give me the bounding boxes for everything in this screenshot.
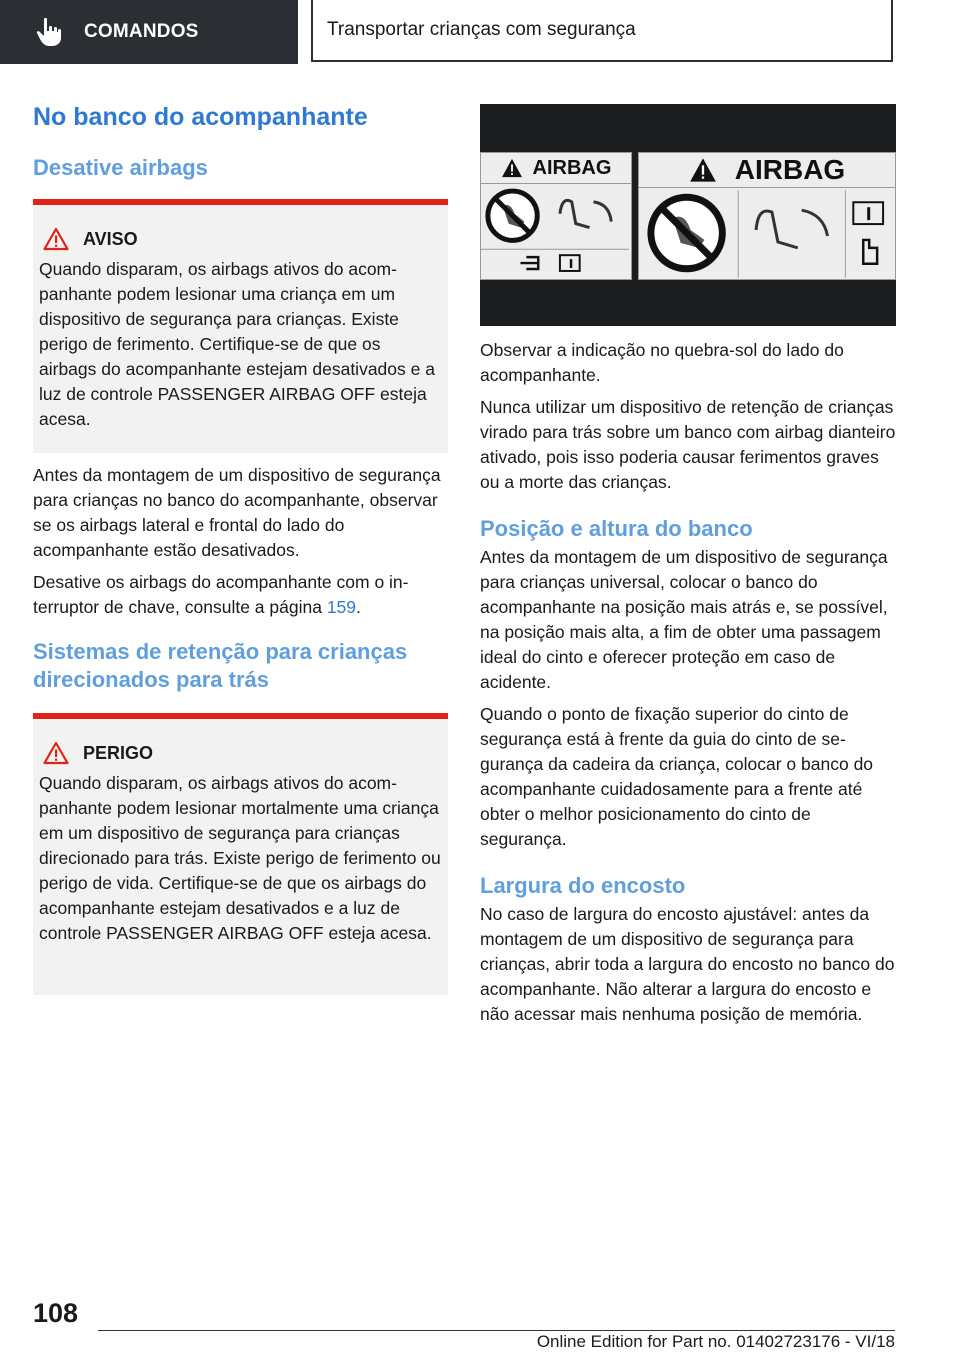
airbag-label-photo: [480, 104, 896, 326]
subheading-seat-position: Posição e altura do banco: [480, 516, 753, 541]
left-column: [33, 100, 448, 995]
page-number: 108: [33, 1298, 79, 1328]
warning-triangle-icon: [501, 158, 523, 178]
footer-divider: [98, 1330, 895, 1331]
airbag-label-text: AIRBAG: [532, 156, 612, 179]
airbag-label-text: AIRBAG: [734, 154, 846, 185]
paragraph: Observar a indicação no quebra-sol do lado do acompanhante.: [480, 340, 844, 385]
paragraph: Nunca utilizar um dispositivo de retenção de crianças virado para trás sobre um banco com airbag dianteiro ativado, pois isso poderia causar ferimentos graves ou a morte das crianças.: [480, 397, 896, 492]
subheading-disable-airbags: Desative airbags: [33, 155, 208, 180]
paragraph-page-ref: [33, 570, 448, 620]
hand-pointer-icon: [36, 17, 64, 47]
airbag-warning-label-small: [480, 152, 632, 280]
warning-text: Quando disparam, os airbags ativos do acompanhante podem lesionar mortalmente uma criança em um dispositivo de segurança para crianças direcionado para trás. Existe perigo de ferimento ou perigo de vida. Certifique-se de que os airbags do acompanhante estejam desativados e a luz de controle PASSENGER AIRBAG OFF esteja acesa.: [39, 773, 441, 943]
topic-label: Transportar crianças com segurança: [327, 19, 636, 40]
section-label: COMANDOS: [84, 21, 199, 42]
warning-triangle-icon: [43, 741, 69, 765]
airbag-warning-label-large: [638, 152, 896, 280]
topic-tab: [311, 0, 893, 62]
paragraph: Antes da montagem de um dispositivo de segurança para crianças universal, colocar o banco do acompanhante na posição mais atrás e, se possível, na posição mais alta, a fim de obter uma passagem ideal do cinto e oferecer proteção em caso de acidente.: [480, 547, 888, 692]
no-rear-facing-child-seat-icon: [639, 188, 893, 278]
paragraph: Quando o ponto de fixação superior do cinto de segurança está à frente da guia do cinto de segurança da cadeira da criança, colocar o banco do acompanhante cuidadosamente para a frente até obter o melhor posicionamento do cinto de segurança.: [480, 704, 874, 849]
section-tab: [0, 0, 298, 64]
warning-label: PERIGO: [83, 742, 154, 763]
warning-triangle-icon: [43, 227, 69, 251]
right-column: [480, 104, 896, 1027]
warning-box-perigo: [33, 713, 448, 995]
warning-label: AVISO: [83, 228, 138, 249]
page-link[interactable]: 159: [326, 597, 357, 617]
warning-text: Quando disparam, os airbags ativos do acompanhante podem lesionar uma criança em um dispositivo de segurança para crianças. Existe perigo de ferimento. Certifique-se de que os airbags do acompanhante estejam desativados e a luz de controle PASSENGER AIRBAG OFF esteja acesa.: [39, 259, 435, 429]
paragraph-end: .: [356, 597, 361, 617]
edition-info: Online Edition for Part no. 01402723176 - VI/18: [536, 1332, 895, 1351]
subheading-rear-facing: Sistemas de retenção para crianças direcionados para trás: [33, 639, 408, 692]
paragraph-text: Desative os airbags do acompanhante com o interruptor de chave, consulte a página: [33, 572, 409, 617]
page-title: No banco do acompanhante: [33, 103, 368, 131]
paragraph: Antes da montagem de um dispositivo de segurança para crianças no banco do acompanhante, observar se os airbags lateral e frontal do lado do acompanhante estão desativados.: [33, 465, 441, 560]
subheading-backrest-width: Largura do encosto: [480, 873, 686, 898]
paragraph: No caso de largura do encosto ajustável: antes da montagem de um dispositivo de segurança para crianças, abrir toda a largura do encosto no banco do acompanhante. Não alterar a largura do encosto e não acessar mais nenhuma posição de memória.: [480, 904, 895, 1024]
no-rear-facing-child-seat-icon: [481, 184, 629, 278]
warning-box-aviso: [33, 199, 448, 453]
warning-triangle-icon: [689, 157, 717, 183]
